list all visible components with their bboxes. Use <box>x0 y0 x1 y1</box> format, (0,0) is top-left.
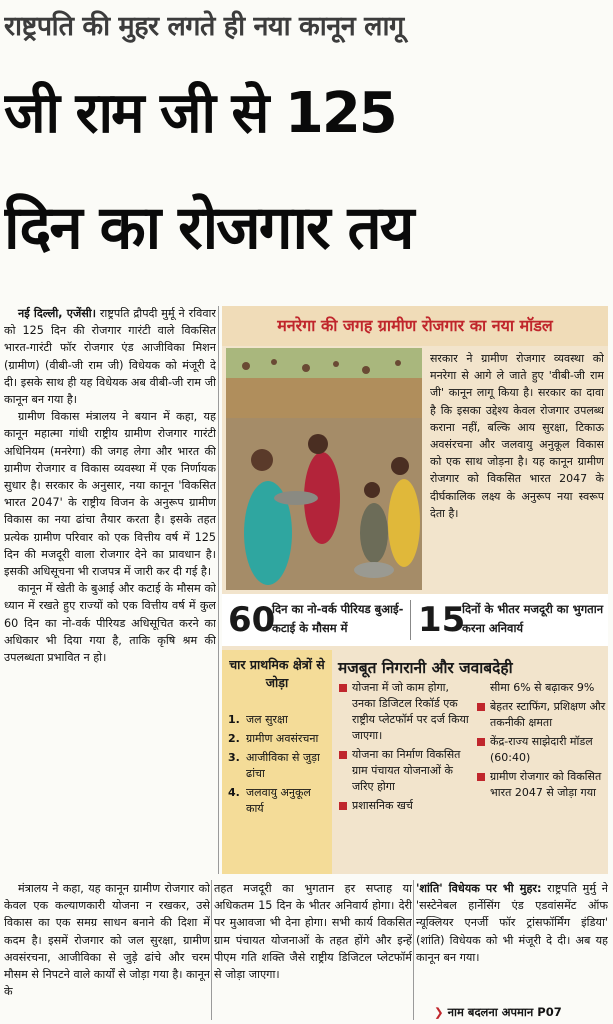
stat-number: 15 <box>418 600 466 640</box>
bullet-icon <box>477 738 485 746</box>
chevron-right-icon: ❯ <box>434 1005 448 1019</box>
bottom-right-column <box>416 880 608 1005</box>
stat-text: दिनों के भीतर मजदूरी का भुगतान करना अनिवार्य <box>462 602 604 635</box>
item-text: योजना में जो काम होगा, उनका डिजिटल रिकॉर्ड एक राष्ट्रीय प्लेटफॉर्म पर दर्ज किया जाएगा। <box>352 681 469 742</box>
workers-photo <box>226 348 422 590</box>
item-text: आजीविका से जुड़ा ढांचा <box>246 751 320 780</box>
see-also-link[interactable] <box>434 1002 610 1022</box>
priorities-box <box>222 650 332 874</box>
stat-text: दिन का नो-वर्क पीरियड बुआई-कटाई के मौसम में <box>272 602 404 635</box>
item-text: जल सुरक्षा <box>246 713 288 726</box>
stat-number: 60 <box>228 600 276 640</box>
left-column <box>4 305 216 875</box>
bottom-left-column <box>4 880 210 1020</box>
kicker: राष्ट्रपति की मुहर लगते ही नया कानून लागू <box>4 11 404 42</box>
paragraph: ग्रामीण विकास मंत्रालय ने बयान में कहा, यह कानून महात्मा गांधी राष्ट्रीय ग्रामीण रोजगार गारंटी अधिनियम (मनरेगा) की जगह लेगा और भारत की ग्रामीण रोजगार व विकास व्यवस्था में एक निर्णायक सुधार है। सरकार के अनुसार, नया कानून 'विकसित भारत 2047' के राष्ट्रीय विजन के अनुरूप ग्रामीण विकास का नया ढांचा तैयार करता है। इसके तहत प्रत्येक ग्रामीण परिवार को एक वित्तीय वर्ष में 125 दिन की मजदूरी वाला रोजगार देने का प्रावधान है। इसकी अधिसूचना भी राजपत्र में जारी कर दी गई है। <box>4 410 216 579</box>
paragraph: मंत्रालय ने कहा, यह कानून ग्रामीण रोजगार को केवल एक कल्याणकारी योजना न रखकर, उसे विकास का एक समग्र साधन बनाने की दिशा में कदम है। इसमें रोजगार को जल सुरक्षा, ग्रामीण अवसंरचना, आजीविका से जुड़े ढांचे और चरम मौसम से निपटने वाले कार्यों से जोड़ा गया है। कानून के <box>4 882 210 999</box>
column-divider <box>211 880 212 1020</box>
item-number: 1. <box>228 713 240 726</box>
item-text: ग्रामीण अवसंरचना <box>246 732 319 745</box>
item-number: 4. <box>228 786 240 799</box>
paragraph-text: राष्ट्रपति द्रौपदी मुर्मू ने रविवार को 125 दिन की रोजगार गारंटी वाले विकसित भारत-गारंटी फॉर रोजगार एंड आजीविका मिशन (ग्रामीण) (वीबी-जी राम जी) विधेयक को मंजूरी दे दी। इसके साथ ही यह विधेयक अब वीबी-जी राम जी कानून बन गया है। <box>4 307 216 407</box>
sub-heading: 'शांति' विधेयक पर भी मुहर: <box>416 882 542 895</box>
column-divider <box>413 880 414 1020</box>
priorities-list <box>228 712 328 820</box>
headline-line-2: दिन का रोजगार तय <box>4 193 413 263</box>
bullet-icon <box>339 802 347 810</box>
photo-caption-text: सरकार ने ग्रामीण रोजगार व्यवस्था को मनरेगा से आगे ले जाते हुए 'वीबी-जी राम जी' कानून लागू किया है। सरकार का दावा है कि इसका उद्देश्य केवल रोजगार उपलब्ध कराना नहीं, बल्कि आय सुरक्षा, टिकाऊ अवसंरचना और जलवायु अनुकूल विकास को एक साथ जोड़ना है। यह कानून ग्रामीण रोजगार को विकसित भारत 2047 के दीर्घकालिक लक्ष्य के अनुरूप नया स्वरूप देता है। <box>430 352 604 520</box>
item-number: 2. <box>228 732 240 745</box>
bullet-icon <box>477 703 485 711</box>
list-item <box>476 734 606 766</box>
bullet-icon <box>339 684 347 692</box>
paragraph: तहत मजदूरी का भुगतान हर सप्ताह या अधिकतम 15 दिन के भीतर अनिवार्य होगा। देरी पर मुआवजा भी देना होगा। सभी कार्य विकसित ग्राम पंचायत योजनाओं के तहत होंगे और इन्हें पीएम गति शक्ति जैसे राष्ट्रीय डिजिटल प्लेटफॉर्म से जोड़ा जाएगा। <box>214 882 412 982</box>
paragraph-text: राष्ट्रपति मुर्मु ने 'सस्टेनेबल हार्नेसिंग एंड एडवांसमेंट ऑफ न्यूक्लियर एनर्जी फॉर ट्रांसफॉर्मिंग इंडिया' (शांति) विधेयक को भी मंजूरी दे दी। अब यह कानून बन गया। <box>416 882 608 964</box>
priorities-title: चार प्राथमिक क्षेत्रों से जोड़ा <box>229 657 325 690</box>
list-item <box>228 731 328 747</box>
list-item <box>476 769 606 801</box>
list-item <box>476 699 606 731</box>
paragraph: कानून में खेती के बुआई और कटाई के मौसम को ध्यान में रखते हुए राज्यों को एक वित्तीय वर्ष में कुल 60 दिन का नो-वर्क पीरियड अधिसूचित करने का अधिकार भी दिया गया है, ताकि कृषि श्रम की उपलब्धता प्रभावित न हो। <box>4 582 216 665</box>
item-text: केंद्र-राज्य साझेदारी मॉडल (60:40) <box>490 735 593 764</box>
monitoring-list-1 <box>338 680 470 817</box>
paragraph <box>4 305 216 408</box>
item-text: जलवायु अनुकूल कार्य <box>246 786 311 815</box>
monitoring-list-2 <box>476 680 606 804</box>
stat-divider <box>410 600 411 640</box>
paragraph <box>416 880 608 966</box>
list-item <box>476 680 606 696</box>
item-text: बेहतर स्टाफिंग, प्रशिक्षण और तकनीकी क्षमता <box>490 700 606 729</box>
item-number: 3. <box>228 751 240 764</box>
bottom-middle-column <box>214 880 412 1020</box>
dateline: नई दिल्ली, एजेंसी। <box>18 307 96 320</box>
monitoring-title: मजबूत निगरानी और जवाबदेही <box>338 659 513 677</box>
column-divider <box>218 306 219 874</box>
headline-line-1: जी राम जी से 125 <box>4 81 396 146</box>
item-text: ग्रामीण रोजगार को विकसित भारत 2047 से जोड़ा गया <box>490 770 602 799</box>
item-text: योजना का निर्माण विकसित ग्राम पंचायत योजनाओं के जरिए होगा <box>352 748 461 793</box>
see-also-text: नाम बदलना अपमान P07 <box>447 1005 562 1019</box>
list-item <box>338 798 470 814</box>
item-text: सीमा 6% से बढ़ाकर 9% <box>490 681 595 694</box>
workers-illustration <box>226 348 422 590</box>
stats-row <box>222 594 608 646</box>
list-item <box>228 712 328 728</box>
bullet-icon <box>477 773 485 781</box>
panel-title: मनरेगा की जगह ग्रामीण रोजगार का नया मॉडल <box>222 306 608 346</box>
list-item <box>338 680 470 744</box>
list-item <box>228 785 328 817</box>
bullet-icon <box>339 751 347 759</box>
list-item <box>228 750 328 782</box>
item-text: प्रशासनिक खर्च <box>352 799 413 812</box>
list-item <box>338 747 470 795</box>
